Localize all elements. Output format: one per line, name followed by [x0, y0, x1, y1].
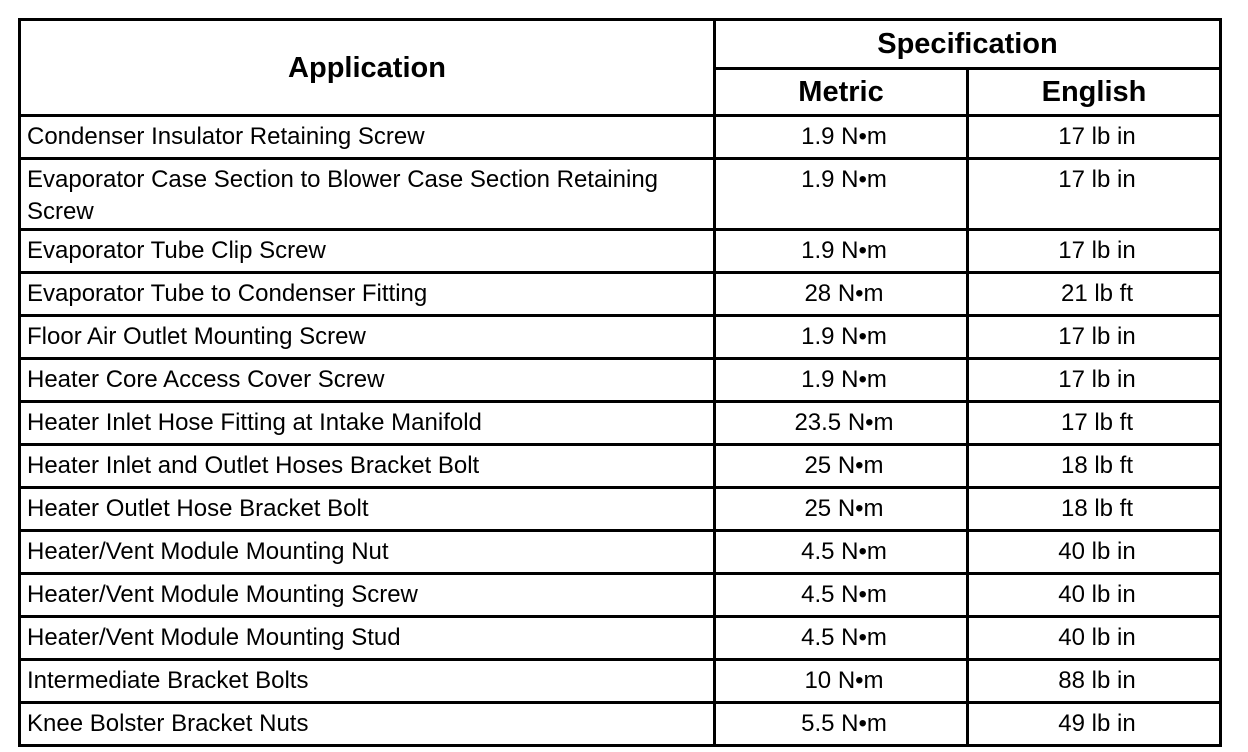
english-cell: 21 lb ft: [968, 273, 1221, 316]
metric-cell: 28 N•m: [715, 273, 968, 316]
english-cell: 18 lb ft: [968, 488, 1221, 531]
table-header: [20, 20, 1221, 116]
english-cell: 17 lb ft: [968, 402, 1221, 445]
application-cell: Heater/Vent Module Mounting Nut: [20, 531, 715, 574]
metric-cell: 5.5 N•m: [715, 703, 968, 746]
metric-cell: 4.5 N•m: [715, 617, 968, 660]
application-cell: Knee Bolster Bracket Nuts: [20, 703, 715, 746]
english-cell: 17 lb in: [968, 316, 1221, 359]
english-cell: 40 lb in: [968, 574, 1221, 617]
application-cell: Floor Air Outlet Mounting Screw: [20, 316, 715, 359]
table-body: [20, 116, 1221, 746]
table-row: [20, 230, 1221, 273]
table-row: [20, 531, 1221, 574]
table-row: [20, 703, 1221, 746]
application-cell: Heater/Vent Module Mounting Stud: [20, 617, 715, 660]
metric-cell: 1.9 N•m: [715, 316, 968, 359]
header-metric: Metric: [715, 69, 968, 116]
table-row: [20, 402, 1221, 445]
english-cell: 17 lb in: [968, 359, 1221, 402]
table-row: [20, 488, 1221, 531]
metric-cell: 4.5 N•m: [715, 574, 968, 617]
application-cell: Evaporator Case Section to Blower Case Section Retaining Screw: [20, 159, 715, 230]
table-row: [20, 116, 1221, 159]
english-cell: 17 lb in: [968, 230, 1221, 273]
table-row: [20, 660, 1221, 703]
table-row: [20, 445, 1221, 488]
table-row: [20, 617, 1221, 660]
application-cell: Evaporator Tube to Condenser Fitting: [20, 273, 715, 316]
header-row-top: [20, 20, 1221, 69]
english-cell: 17 lb in: [968, 116, 1221, 159]
metric-cell: 10 N•m: [715, 660, 968, 703]
header-application: Application: [20, 20, 715, 116]
english-cell: 17 lb in: [968, 159, 1221, 230]
english-cell: 18 lb ft: [968, 445, 1221, 488]
header-specification: Specification: [715, 20, 1221, 69]
header-english: English: [968, 69, 1221, 116]
metric-cell: 1.9 N•m: [715, 359, 968, 402]
metric-cell: 1.9 N•m: [715, 116, 968, 159]
application-cell: Heater Core Access Cover Screw: [20, 359, 715, 402]
table-row: [20, 273, 1221, 316]
metric-cell: 4.5 N•m: [715, 531, 968, 574]
table-row: [20, 359, 1221, 402]
metric-cell: 25 N•m: [715, 445, 968, 488]
english-cell: 49 lb in: [968, 703, 1221, 746]
metric-cell: 1.9 N•m: [715, 230, 968, 273]
application-cell: Heater Inlet and Outlet Hoses Bracket Bolt: [20, 445, 715, 488]
application-cell: Intermediate Bracket Bolts: [20, 660, 715, 703]
table-row: [20, 159, 1221, 230]
application-cell: Heater Inlet Hose Fitting at Intake Manifold: [20, 402, 715, 445]
english-cell: 88 lb in: [968, 660, 1221, 703]
application-cell: Heater/Vent Module Mounting Screw: [20, 574, 715, 617]
application-cell: Evaporator Tube Clip Screw: [20, 230, 715, 273]
metric-cell: 1.9 N•m: [715, 159, 968, 230]
english-cell: 40 lb in: [968, 531, 1221, 574]
table-row: [20, 316, 1221, 359]
application-cell: Heater Outlet Hose Bracket Bolt: [20, 488, 715, 531]
metric-cell: 25 N•m: [715, 488, 968, 531]
application-cell: Condenser Insulator Retaining Screw: [20, 116, 715, 159]
metric-cell: 23.5 N•m: [715, 402, 968, 445]
english-cell: 40 lb in: [968, 617, 1221, 660]
fastener-torque-table: [18, 18, 1222, 747]
table-row: [20, 574, 1221, 617]
